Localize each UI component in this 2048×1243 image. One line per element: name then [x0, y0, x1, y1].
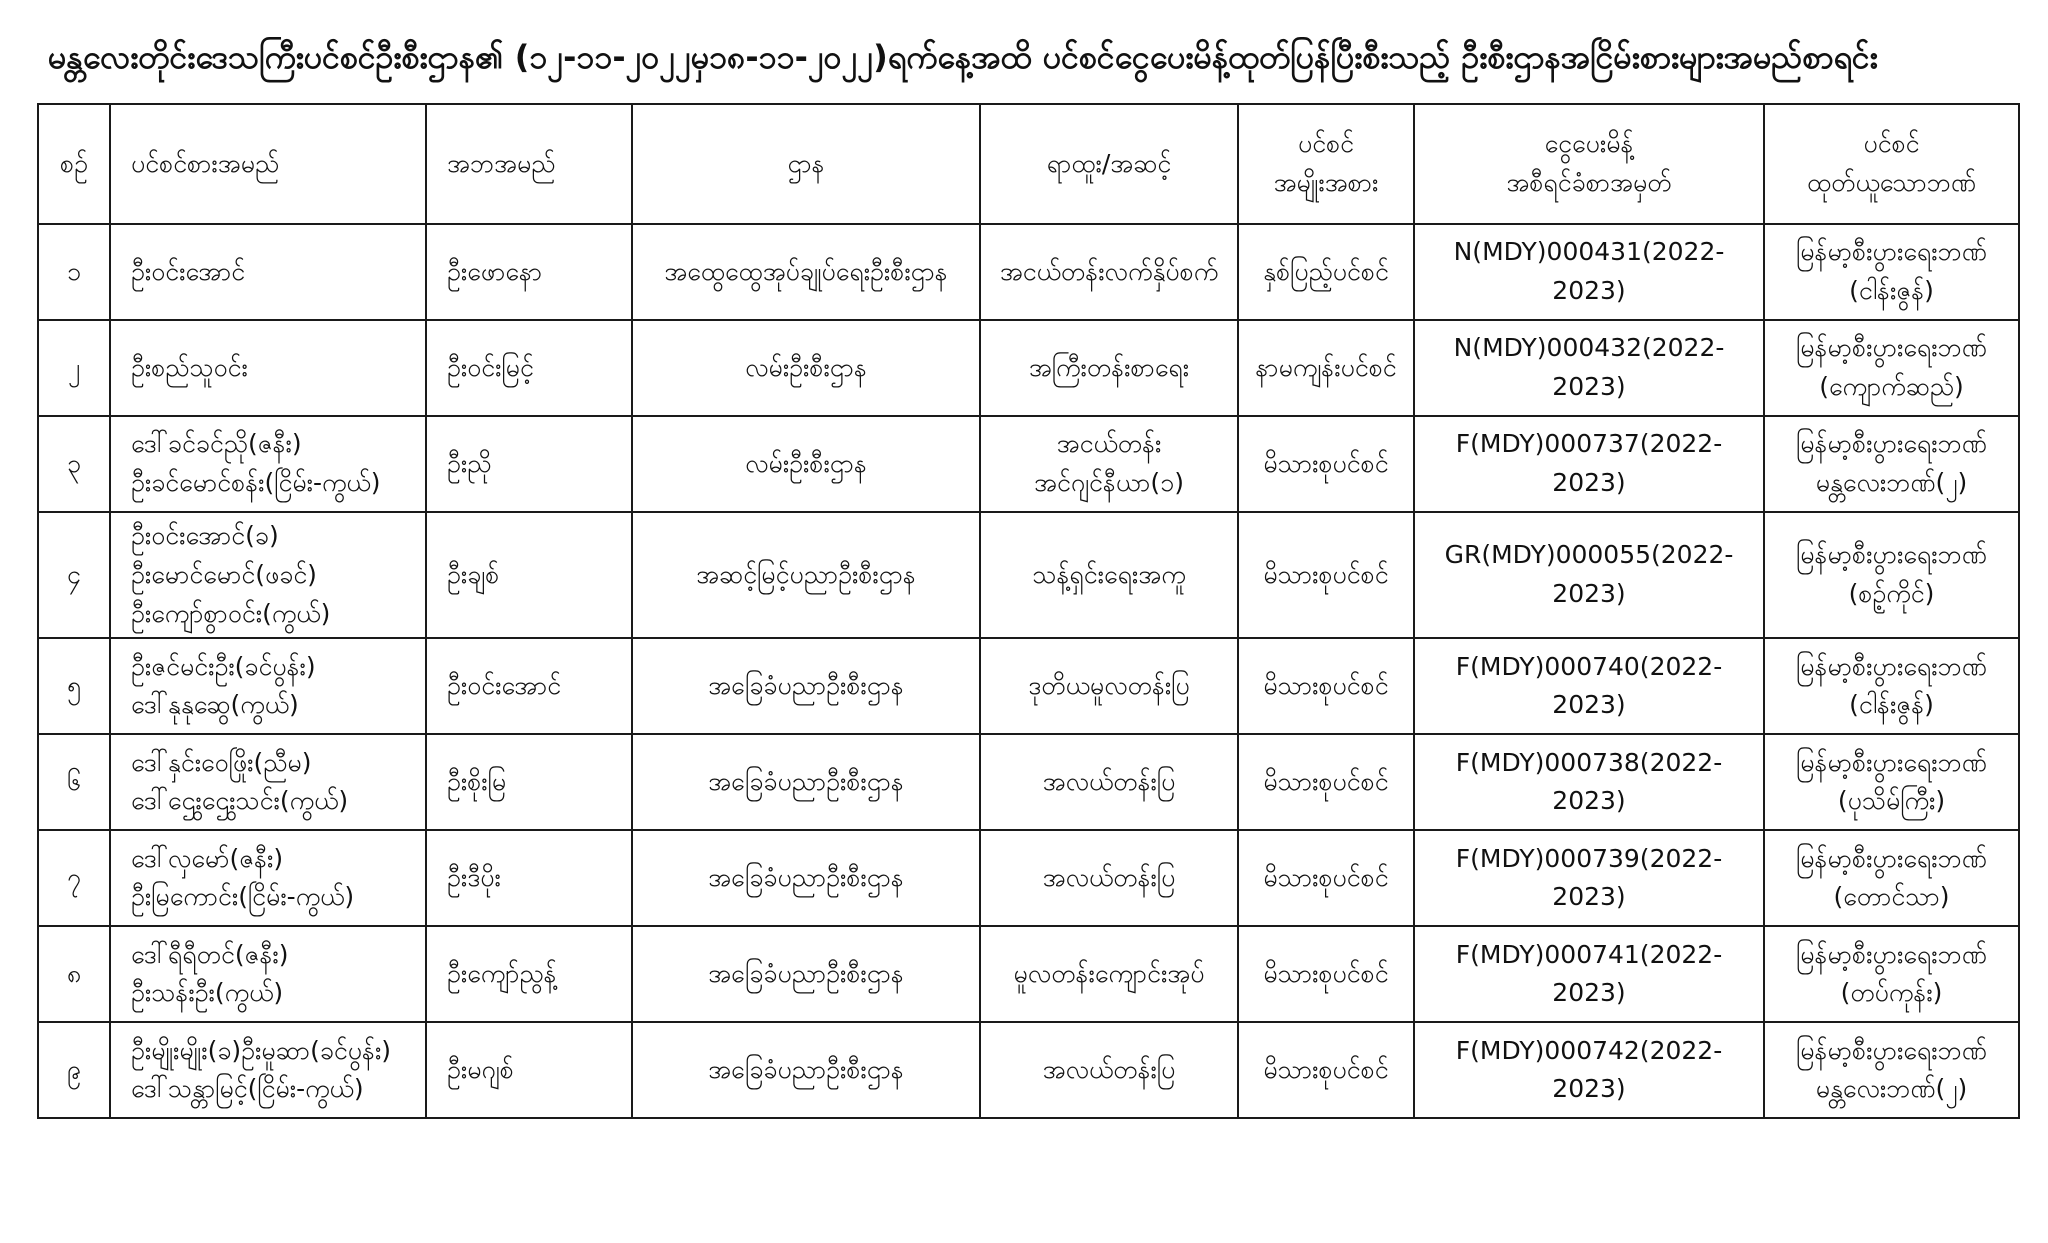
bank-cell-line: မြန်မာ့စီးပွားရေးဘဏ်	[1796, 747, 1987, 777]
pension-type-cell	[1238, 512, 1414, 638]
pensioner-name-cell-line: ဒေါ်လှမော်(ဇနီး)	[131, 843, 284, 873]
position-cell	[980, 926, 1238, 1022]
position-cell-line: ဒုတိယမူလတန်းပြ	[1028, 670, 1190, 700]
bank-cell-line: (ငါန်းဇွန်)	[1849, 276, 1934, 305]
pension-type-cell	[1238, 1022, 1414, 1118]
father-name-cell	[426, 416, 632, 512]
pension-type-cell	[1238, 926, 1414, 1022]
department-cell	[632, 830, 980, 926]
pensioner-name-cell	[110, 512, 426, 638]
row-number-cell	[38, 320, 110, 416]
pensioner-name-cell-line: ဒေါ်သန္တာမြင့်(ငြိမ်း-ကွယ်)	[131, 1074, 364, 1104]
pensioner-name-cell	[110, 320, 426, 416]
pension-type-cell-line: မိသားစုပင်စင်	[1263, 862, 1389, 892]
bank-cell-line: (ပုသိမ်ကြီး)	[1837, 786, 1946, 816]
position-cell-line: အငယ်တန်းလက်နှိပ်စက်	[999, 256, 1219, 286]
position-cell	[980, 512, 1238, 638]
position-cell-line: သန့်ရှင်းရေးအကူ	[1032, 559, 1186, 589]
father-name-cell-line: ဦးဖောနော	[447, 256, 543, 286]
row-number-cell-line: ၅	[66, 670, 82, 700]
department-cell	[632, 926, 980, 1022]
row-number-cell-line: ၃	[66, 448, 82, 478]
bank-cell-line: မန္တလေးဘဏ်(၂)	[1815, 468, 1968, 497]
license-number-cell-line: GR(MDY)000055(2022-2023)	[1444, 540, 1734, 609]
table-row	[38, 734, 2019, 830]
position-cell	[980, 1022, 1238, 1118]
pension-type-cell-line: မိသားစုပင်စင်	[1263, 766, 1389, 796]
father-name-cell	[426, 320, 632, 416]
header-license-line2: အစီရင်ခံစာအမှတ်	[1506, 168, 1672, 197]
bank-cell	[1764, 926, 2019, 1022]
row-number-cell	[38, 512, 110, 638]
pensioner-name-cell-line: ဒေါ်ခင်ခင်ညို(ဇနီး)	[131, 429, 302, 459]
row-number-cell-line: ၇	[66, 862, 82, 892]
position-cell-line: အကြီးတန်းစာရေး	[1028, 352, 1190, 382]
bank-cell	[1764, 734, 2019, 830]
department-cell-line: အခြေခံပညာဦးစီးဌာန	[708, 1054, 904, 1084]
position-cell	[980, 830, 1238, 926]
bank-cell-line: မြန်မာ့စီးပွားရေးဘဏ်	[1796, 939, 1987, 969]
pensioner-name-cell	[110, 830, 426, 926]
table-row	[38, 638, 2019, 734]
pension-type-cell-line: မိသားစုပင်စင်	[1263, 670, 1389, 700]
position-cell	[980, 224, 1238, 320]
father-name-cell	[426, 224, 632, 320]
position-cell	[980, 416, 1238, 512]
page-title: မန္တလေးတိုင်းဒေသကြီးပင်စင်ဦးစီးဌာန၏ (၁၂-၁၁-၂၀၂၂မှ၁၈-၁၁-၂၀၂၂)ရက်နေ့အထိ ပင်စင်ငွေပေးမိန့်ထုတ်ပြန်ပြီးစီးသည့် ဦးစီးဌာနအငြိမ်းစားများအမည်စာရင်း	[48, 38, 1878, 76]
father-name-cell-line: ဦးချစ်	[447, 559, 500, 589]
row-number-cell	[38, 638, 110, 734]
pensioner-name-cell-line: ဒေါ်ဌွေးဌွေးသင်း(ကွယ်)	[131, 786, 349, 816]
father-name-cell-line: ဦးဝင်းမြင့်	[447, 352, 534, 382]
row-number-cell	[38, 1022, 110, 1118]
bank-cell-line: မြန်မာ့စီးပွားရေးဘဏ်	[1796, 1035, 1987, 1065]
pensioner-name-cell-line: ဦးစည်သူဝင်း	[131, 352, 248, 382]
bank-cell	[1764, 1022, 2019, 1118]
license-number-cell-line: F(MDY)000738(2022-2023)	[1455, 747, 1723, 816]
father-name-cell	[426, 638, 632, 734]
row-number-cell-line: ၄	[66, 559, 82, 589]
department-cell	[632, 320, 980, 416]
pension-type-cell-line: မိသားစုပင်စင်	[1263, 958, 1389, 988]
pensioner-name-cell	[110, 734, 426, 830]
header-bank-line2: ထုတ်ယူသောဘဏ်	[1806, 168, 1977, 197]
license-number-cell-line: N(MDY)000431(2022-2023)	[1453, 237, 1725, 305]
department-cell	[632, 512, 980, 638]
pension-type-cell	[1238, 638, 1414, 734]
bank-cell-line: မြန်မာ့စီးပွားရေးဘဏ်	[1796, 333, 1987, 363]
pensioner-name-cell-line: ဦးဝင်းအောင်(ခ)	[131, 521, 279, 550]
bank-cell-line: မြန်မာ့စီးပွားရေးဘဏ်	[1796, 237, 1987, 267]
pension-type-cell-line: နာမကျန်းပင်စင်	[1255, 352, 1397, 382]
department-cell	[632, 224, 980, 320]
position-cell-line: မူလတန်းကျောင်းအုပ်	[1013, 958, 1205, 988]
pensioner-name-cell	[110, 224, 426, 320]
bank-cell-line: (ကျောက်ဆည်)	[1819, 372, 1964, 401]
department-cell-line: အဆင့်မြင့်ပညာဦးစီးဌာန	[696, 559, 916, 589]
bank-cell	[1764, 638, 2019, 734]
license-number-cell-line: F(MDY)000741(2022-2023)	[1455, 939, 1723, 1008]
pensioner-name-cell-line: ဦးဝင်းအောင်	[131, 256, 246, 286]
position-cell	[980, 638, 1238, 734]
license-number-cell	[1414, 734, 1764, 830]
bank-cell	[1764, 320, 2019, 416]
table-row	[38, 926, 2019, 1022]
license-number-cell	[1414, 512, 1764, 638]
table-header-row	[38, 104, 2019, 224]
header-pension-type	[1238, 104, 1414, 224]
row-number-cell-line: ၂	[67, 352, 81, 382]
header-no: စဉ်	[38, 104, 110, 224]
position-cell	[980, 734, 1238, 830]
department-cell-line: လမ်းဦးစီးဌာန	[745, 448, 867, 478]
license-number-cell-line: F(MDY)000740(2022-2023)	[1455, 651, 1723, 720]
header-pension-type-line2: အမျိုးအစား	[1273, 168, 1379, 197]
table-row	[38, 512, 2019, 638]
row-number-cell	[38, 734, 110, 830]
bank-cell-line: မြန်မာ့စီးပွားရေးဘဏ်	[1796, 540, 1987, 570]
table-row	[38, 320, 2019, 416]
bank-cell	[1764, 224, 2019, 320]
bank-cell-line: မြန်မာ့စီးပွားရေးဘဏ်	[1796, 651, 1987, 681]
header-department: ဌာန	[632, 104, 980, 224]
pensioner-name-cell-line: ဒေါ်နှင်းဝေဖြိုး(ညီမ)	[131, 747, 312, 777]
father-name-cell-line: ဦးညို	[447, 448, 492, 478]
pension-type-cell-line: မိသားစုပင်စင်	[1263, 1054, 1389, 1084]
license-number-cell-line: F(MDY)000742(2022-2023)	[1455, 1035, 1723, 1104]
pensioner-name-cell-line: ဒေါ်ရီရီတင်(ဇနီး)	[131, 939, 289, 969]
row-number-cell-line: ၆	[66, 766, 82, 796]
bank-cell	[1764, 512, 2019, 638]
father-name-cell	[426, 1022, 632, 1118]
pensioner-name-cell-line: ဦးဇင်မင်းဦး(ခင်ပွန်း)	[131, 651, 316, 681]
bank-cell	[1764, 416, 2019, 512]
license-number-cell-line: F(MDY)000739(2022-2023)	[1455, 843, 1723, 912]
pension-type-cell-line: နှစ်ပြည့်ပင်စင်	[1263, 256, 1389, 286]
row-number-cell	[38, 224, 110, 320]
license-number-cell	[1414, 638, 1764, 734]
department-cell-line: အခြေခံပညာဦးစီးဌာန	[708, 958, 904, 988]
table-row	[38, 830, 2019, 926]
position-cell-line: အငယ်တန်း	[1056, 429, 1162, 459]
pensioner-name-cell-line: ဦးကျော်စွာဝင်း(ကွယ်)	[131, 598, 331, 628]
table-row	[38, 1022, 2019, 1118]
bank-cell-line: (ငါန်းဇွန်)	[1849, 690, 1934, 720]
position-cell-line: အလယ်တန်းပြ	[1042, 862, 1176, 892]
pensioner-name-cell-line: ဦးမျိုးမျိုး(ခ)ဦးမူဆာ(ခင်ပွန်း)	[131, 1035, 392, 1065]
header-license	[1414, 104, 1764, 224]
license-number-cell	[1414, 320, 1764, 416]
pensioner-name-cell-line: ဦးသန်းဦး(ကွယ်)	[131, 978, 284, 1008]
license-number-cell-line: F(MDY)000737(2022-2023)	[1455, 429, 1723, 497]
table-row	[38, 224, 2019, 320]
row-number-cell	[38, 416, 110, 512]
bank-cell-line: (စဉ့်ကိုင်)	[1848, 579, 1935, 609]
pensioner-table	[37, 103, 2020, 1119]
pensioner-name-cell	[110, 638, 426, 734]
pensioner-name-cell-line: ဦးမြကောင်း(ငြိမ်း-ကွယ်)	[131, 882, 355, 912]
father-name-cell-line: ဦးကျော်ညွန့်	[447, 958, 557, 988]
father-name-cell-line: ဦးဒီပိုး	[447, 862, 501, 892]
row-number-cell-line: ၈	[66, 958, 82, 988]
department-cell-line: အခြေခံပညာဦးစီးဌာန	[708, 766, 904, 796]
position-cell	[980, 320, 1238, 416]
father-name-cell-line: ဦးစိုးမြ	[447, 766, 507, 796]
pensioner-name-cell	[110, 1022, 426, 1118]
department-cell	[632, 416, 980, 512]
license-number-cell	[1414, 224, 1764, 320]
father-name-cell	[426, 830, 632, 926]
pension-type-cell-line: မိသားစုပင်စင်	[1263, 559, 1389, 589]
department-cell	[632, 1022, 980, 1118]
bank-cell-line: မြန်မာ့စီးပွားရေးဘဏ်	[1796, 429, 1987, 459]
header-license-line1: ငွေပေးမိန့်	[1544, 129, 1634, 159]
row-number-cell-line: ၁	[66, 256, 82, 286]
pensioner-name-cell-line: ဦးခင်မောင်စန်း(ငြိမ်း-ကွယ်)	[131, 468, 381, 497]
department-cell-line: အခြေခံပညာဦးစီးဌာန	[708, 862, 904, 892]
department-cell	[632, 638, 980, 734]
father-name-cell-line: ဦးဝင်းအောင်	[447, 670, 562, 700]
father-name-cell-line: ဦးမဂျစ်	[447, 1054, 514, 1084]
bank-cell	[1764, 830, 2019, 926]
bank-cell-line: မြန်မာ့စီးပွားရေးဘဏ်	[1796, 843, 1987, 873]
row-number-cell	[38, 830, 110, 926]
row-number-cell-line: ၉	[66, 1054, 82, 1084]
header-bank	[1764, 104, 2019, 224]
license-number-cell	[1414, 1022, 1764, 1118]
pensioner-name-cell-line: ဒေါ်နုနုဆွေ(ကွယ်)	[131, 690, 299, 720]
pension-type-cell	[1238, 416, 1414, 512]
bank-cell-line: မန္တလေးဘဏ်(၂)	[1815, 1074, 1968, 1104]
header-bank-line1: ပင်စင်	[1863, 129, 1920, 159]
position-cell-line: အင်ဂျင်နီယာ(၁)	[1034, 468, 1184, 497]
pension-type-cell	[1238, 734, 1414, 830]
license-number-cell	[1414, 416, 1764, 512]
header-father: အဘအမည်	[426, 104, 632, 224]
father-name-cell	[426, 926, 632, 1022]
pensioner-name-cell-line: ဦးမောင်မောင်(ဖခင်)	[131, 559, 317, 589]
header-name: ပင်စင်စားအမည်	[110, 104, 426, 224]
department-cell	[632, 734, 980, 830]
pension-type-cell	[1238, 224, 1414, 320]
bank-cell-line: (တပ်ကုန်း)	[1840, 978, 1943, 1008]
header-position: ရာထူး/အဆင့်	[980, 104, 1238, 224]
pension-type-cell	[1238, 320, 1414, 416]
pensioner-name-cell	[110, 416, 426, 512]
header-pension-type-line1: ပင်စင်	[1297, 129, 1355, 159]
position-cell-line: အလယ်တန်းပြ	[1042, 1054, 1176, 1084]
department-cell-line: လမ်းဦးစီးဌာန	[745, 352, 867, 382]
license-number-cell-line: N(MDY)000432(2022-2023)	[1453, 333, 1725, 401]
pensioner-name-cell	[110, 926, 426, 1022]
pension-type-cell-line: မိသားစုပင်စင်	[1263, 448, 1389, 478]
department-cell-line: အထွေထွေအုပ်ချုပ်ရေးဦးစီးဌာန	[664, 256, 948, 286]
bank-cell-line: (တောင်သာ)	[1833, 882, 1950, 912]
table-row	[38, 416, 2019, 512]
position-cell-line: အလယ်တန်းပြ	[1042, 766, 1176, 796]
pension-type-cell	[1238, 830, 1414, 926]
father-name-cell	[426, 734, 632, 830]
row-number-cell	[38, 926, 110, 1022]
department-cell-line: အခြေခံပညာဦးစီးဌာန	[708, 670, 904, 700]
license-number-cell	[1414, 926, 1764, 1022]
father-name-cell	[426, 512, 632, 638]
license-number-cell	[1414, 830, 1764, 926]
